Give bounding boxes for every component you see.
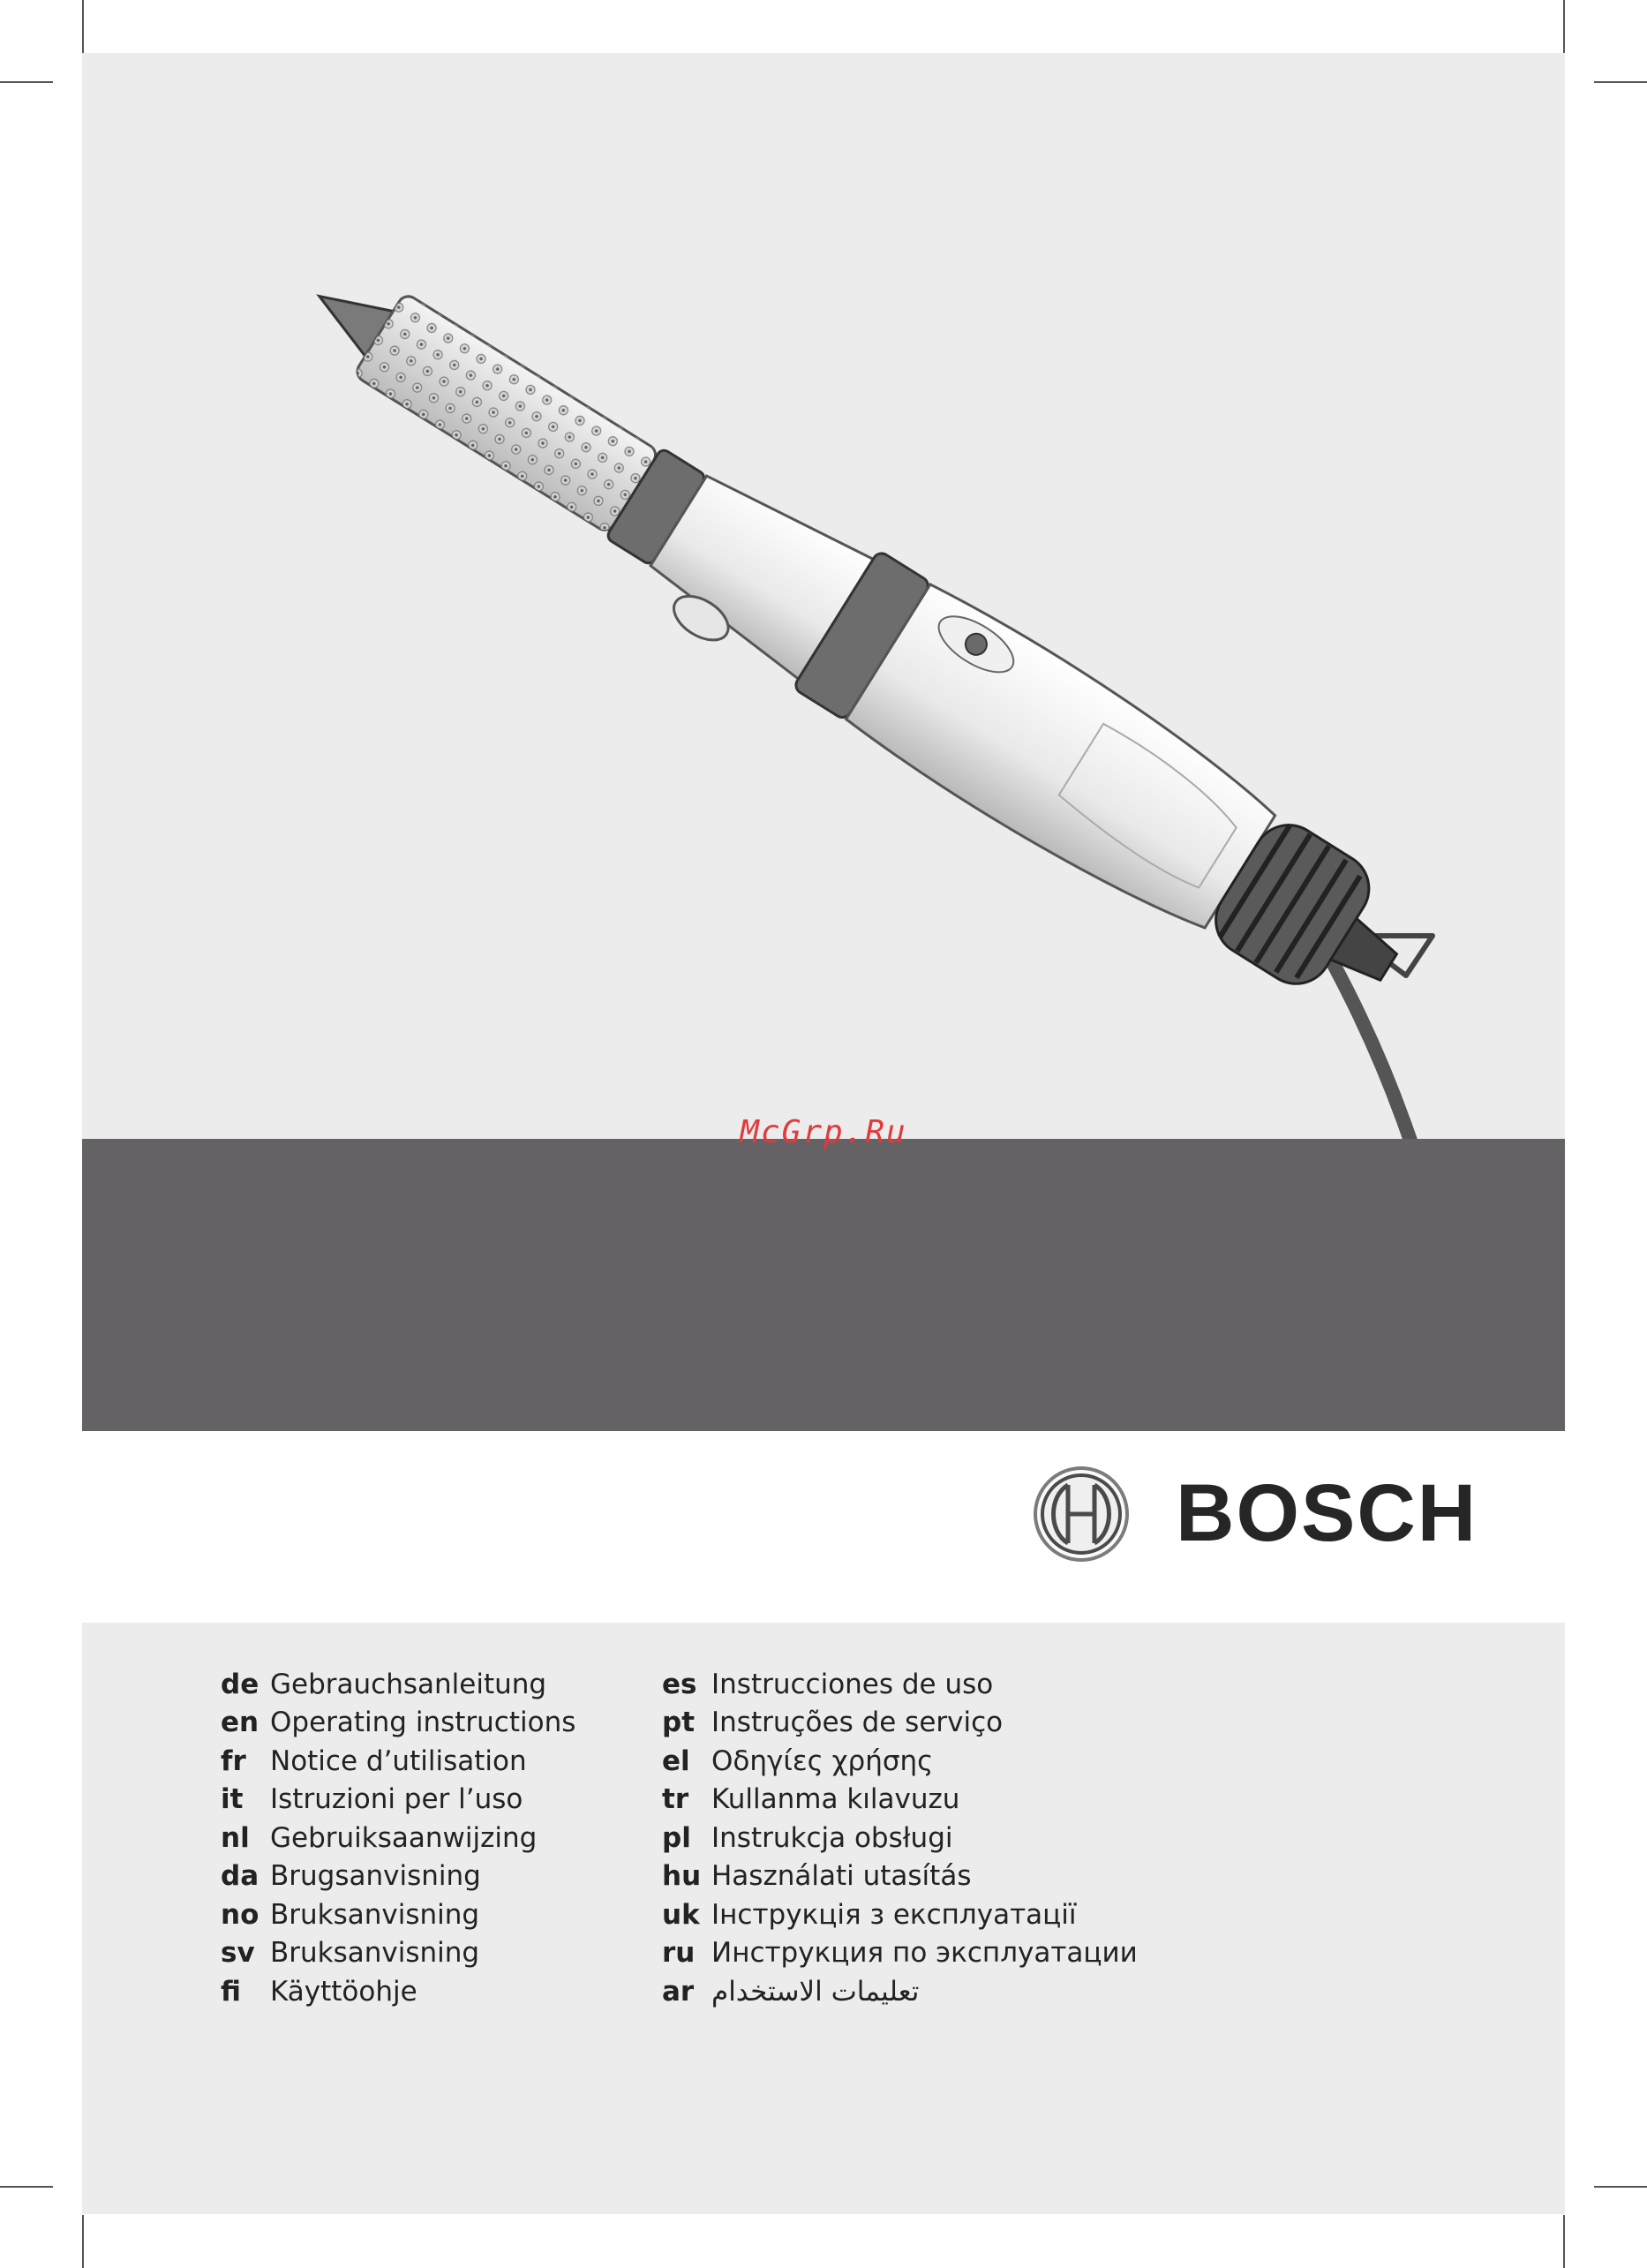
language-code: en [221, 1707, 259, 1739]
language-title: Οδηγίες χρήσης [711, 1744, 934, 1777]
language-title: Gebrauchsanleitung [270, 1668, 547, 1700]
brand-logo [1033, 1466, 1492, 1563]
language-code: pl [662, 1821, 691, 1854]
language-title: Bruksanvisning [270, 1937, 480, 1970]
crop-mark [1563, 0, 1565, 53]
language-title: Notice d’utilisation [270, 1744, 527, 1777]
language-title: Istruzioni per l’uso [270, 1783, 523, 1816]
crop-mark [82, 0, 84, 53]
dark-band [82, 1139, 1565, 1431]
watermark: McGrp.Ru [740, 1114, 907, 1150]
language-title: Інструкція з експлуатації [711, 1898, 1077, 1931]
language-entry [662, 1857, 1138, 1896]
language-code: pt [662, 1707, 696, 1739]
language-code: fr [221, 1744, 246, 1777]
language-code: tr [662, 1783, 689, 1816]
language-entry [221, 1742, 575, 1781]
language-entry [221, 1704, 575, 1743]
language-title: Brugsanvisning [270, 1860, 481, 1893]
language-entry [662, 1704, 1138, 1743]
language-code: it [221, 1783, 244, 1816]
language-code: es [662, 1668, 697, 1700]
language-entry [662, 1934, 1138, 1973]
language-list-right [662, 1665, 1138, 2011]
language-code: ar [662, 1975, 695, 2008]
language-entry [221, 1972, 575, 2011]
crop-mark [0, 81, 53, 83]
language-title: Bruksanvisning [270, 1898, 480, 1931]
bosch-armature-emblem-icon [1033, 1466, 1130, 1563]
language-entry [221, 1781, 575, 1820]
language-code: nl [221, 1821, 250, 1854]
language-entry [221, 1819, 575, 1857]
language-entry [662, 1781, 1138, 1820]
language-title: Instrucciones de uso [711, 1668, 994, 1700]
language-title: تعليمات الاستخدام [711, 1975, 920, 2008]
language-title: Instrukcja obsługi [711, 1821, 953, 1854]
hot-air-styler-illustration [82, 53, 1565, 1141]
brand-name: BOSCH [1176, 1468, 1478, 1558]
language-list-left [221, 1665, 575, 2011]
language-code: hu [662, 1860, 702, 1893]
language-entry [221, 1895, 575, 1934]
language-title: Használati utasítás [711, 1860, 972, 1893]
language-code: fi [221, 1975, 241, 2008]
crop-mark [1594, 2186, 1647, 2188]
language-entry [662, 1819, 1138, 1857]
language-code: el [662, 1744, 690, 1777]
language-code: de [221, 1668, 259, 1700]
crop-mark [0, 2186, 53, 2188]
language-title: Инструкция по эксплуатации [711, 1937, 1138, 1970]
crop-mark [1594, 81, 1647, 83]
language-entry [221, 1934, 575, 1973]
language-code: uk [662, 1898, 700, 1931]
language-title: Gebruiksaanwijzing [270, 1821, 538, 1854]
language-entry [662, 1895, 1138, 1934]
language-entry [221, 1665, 575, 1704]
language-code: da [221, 1860, 259, 1893]
language-code: sv [221, 1937, 255, 1970]
language-title: Instruções de serviço [711, 1707, 1004, 1739]
language-title: Käyttöohje [270, 1975, 417, 2008]
language-entry [662, 1972, 1138, 2011]
language-entry [221, 1857, 575, 1896]
language-entry [662, 1742, 1138, 1781]
language-entry [662, 1665, 1138, 1704]
language-code: no [221, 1898, 259, 1931]
language-title: Operating instructions [270, 1707, 576, 1739]
crop-mark [1563, 2215, 1565, 2268]
language-code: ru [662, 1937, 696, 1970]
language-title: Kullanma kılavuzu [711, 1783, 960, 1816]
crop-mark [82, 2215, 84, 2268]
